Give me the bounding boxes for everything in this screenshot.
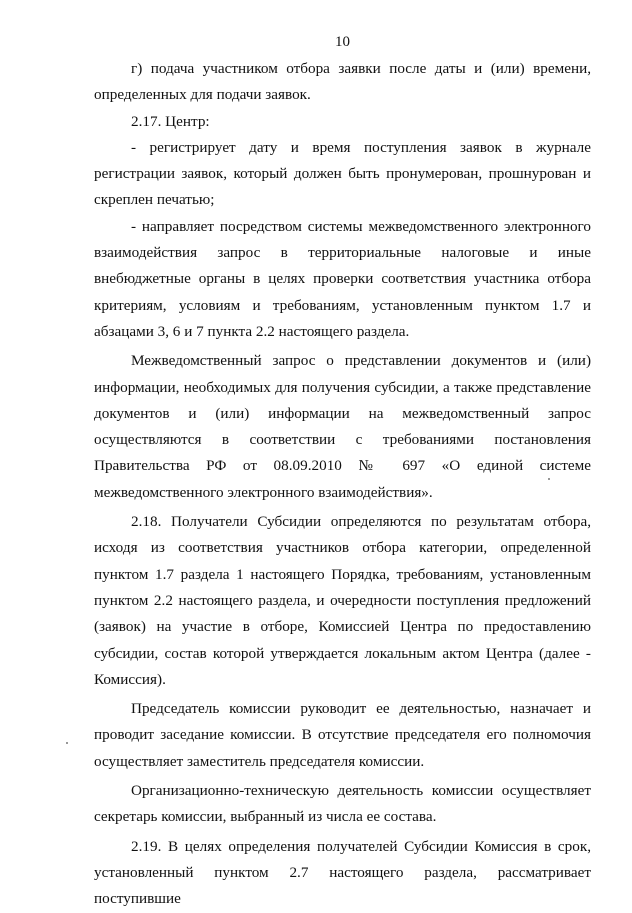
scan-speck: [548, 478, 550, 480]
paragraph-secretary: Организационно-техническую деятельность комиссии осуществляет секретарь комиссии, выбранный из числа ее состава.: [94, 782, 591, 826]
page-number: 10: [335, 34, 350, 50]
paragraph-2-19: 2.19. В целях определения получателей Субсидии Комиссия в срок, установленный пунктом 2.7 настоящего раздела, рассматривает поступившие: [94, 837, 591, 908]
paragraph-chairman: Председатель комиссии руководит ее деятельностью, назначает и проводит заседание комиссии. В отсутствие председателя его полномочия осуществляет заместитель председателя комиссии.: [94, 700, 591, 770]
paragraph-2-18: 2.18. Получатели Субсидии определяются по результатам отбора, исходя из соответствия участников отбора категории, определенной пунктом 1.7 раздела 1 настоящего Порядка, требованиям, установленным пунктом 2.2 настоящего раздела, и очередности поступления предложений (заявок) на участие в отборе, Комиссией Центра по предоставлению субсидии, состав которой утверждается локальным актом Центра (далее - Комиссия).: [94, 513, 591, 688]
paragraph-interagency-procedure: Межведомственный запрос о представлении документов и (или) информации, необходимых для получения субсидии, а также представление документов и (или) информации на межведомственный запрос осуществляются в соответствии с требованиями постановления Правительства РФ от 08.09.2010 № 697 «О единой системе межведомственного электронного взаимодействия».: [94, 352, 591, 501]
section-heading-2-17: 2.17. Центр:: [131, 112, 210, 130]
paragraph-registration: - регистрирует дату и время поступления заявок в журнале регистрации заявок, который должен быть пронумерован, прошнурован и скреплен печатью;: [94, 138, 591, 209]
paragraph-item-g: г) подача участником отбора заявки после даты и (или) времени, определенных для подачи заявок.: [94, 60, 591, 104]
scan-speck: [66, 742, 68, 744]
paragraph-interagency-request: - направляет посредством системы межведомственного электронного взаимодействия запрос в территориальные налоговые и иные внебюджетные органы в целях проверки соответствия участника отбора критериям, условиям и требованиям, установленным пунктом 1.7 и абзацами 3, 6 и 7 пункта 2.2 настоящего раздела.: [94, 217, 591, 340]
